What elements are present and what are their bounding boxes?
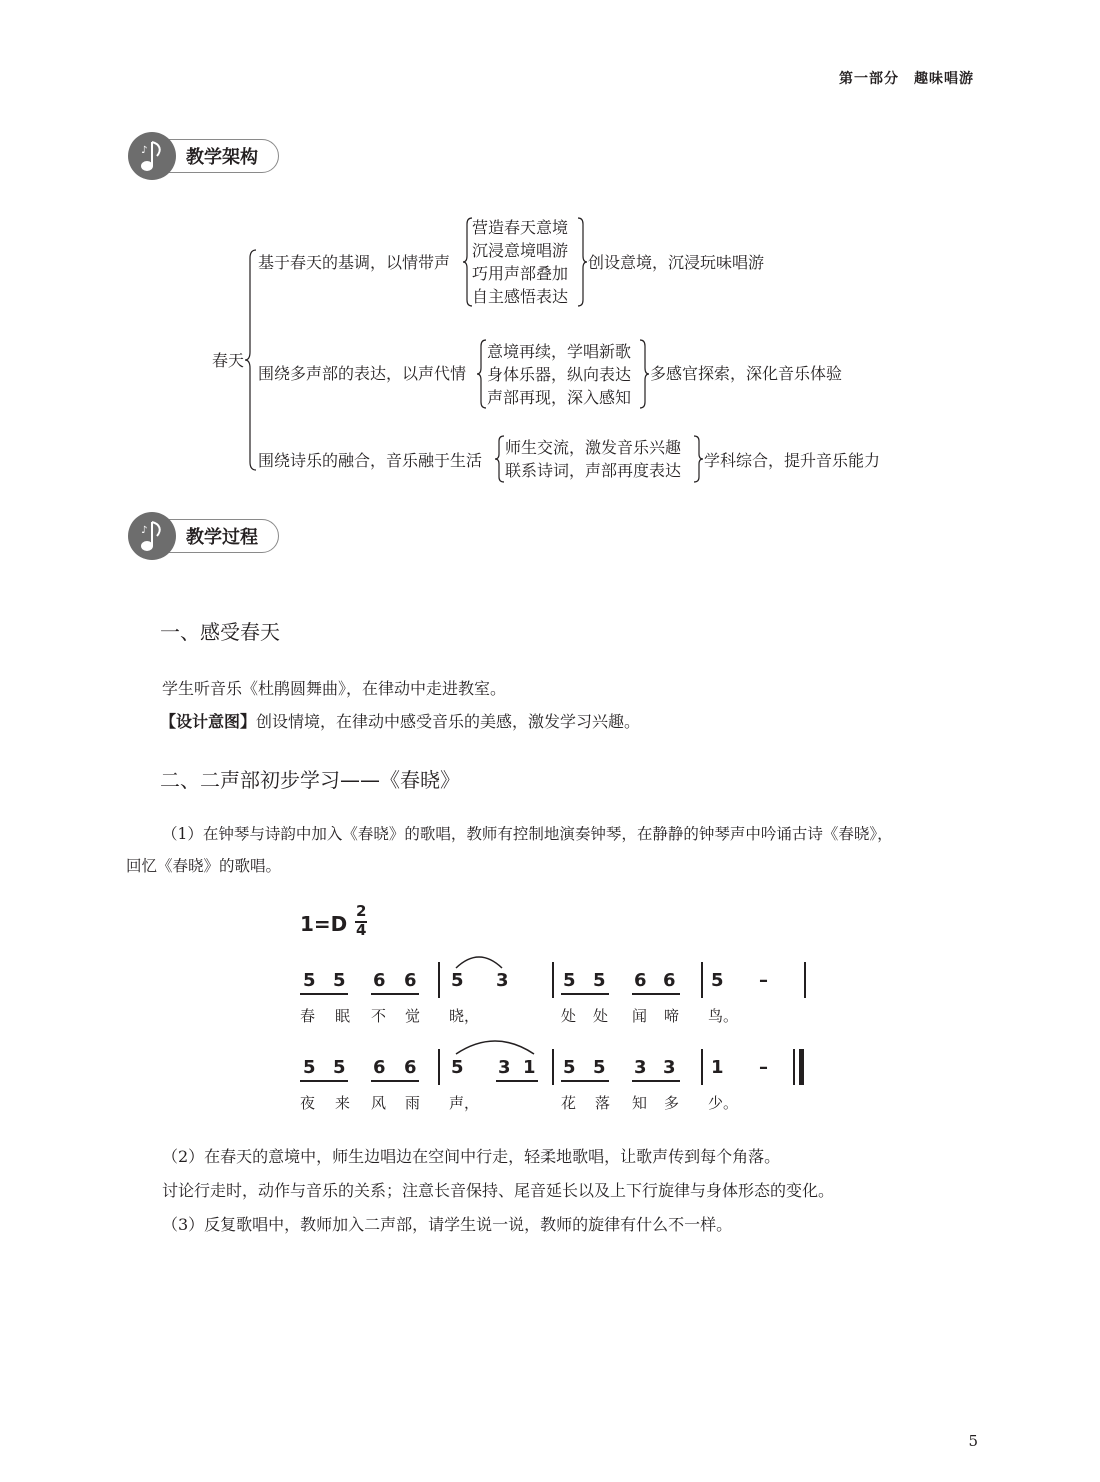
- branch-3-items: [505, 436, 681, 482]
- branch-1-label: 基于春天的基调，以情带声: [258, 253, 451, 272]
- note: 6: [373, 1057, 386, 1078]
- note: 5: [451, 1057, 464, 1078]
- bar-line: [438, 962, 440, 998]
- bar-line: [552, 962, 554, 998]
- lyric: 雨: [405, 1094, 421, 1112]
- section-badge-process: [128, 512, 280, 560]
- note: 6: [634, 970, 647, 991]
- svg-text:♪: ♪: [141, 145, 148, 156]
- list-item: 营造春天意境: [472, 218, 569, 237]
- note: 5: [451, 970, 464, 991]
- branch-2-result: 多感官探索，深化音乐体验: [650, 364, 843, 383]
- lyric: 落: [595, 1094, 611, 1112]
- running-header: 第一部分 趣味唱游: [839, 71, 974, 87]
- list-item: 沉浸意境唱游: [472, 241, 569, 260]
- branch-1-close-brace: [576, 216, 588, 308]
- branch-1-items: [472, 216, 568, 308]
- note: 3: [634, 1057, 647, 1078]
- framework-root: 春天: [212, 351, 245, 370]
- lyric: 风: [371, 1094, 387, 1112]
- lyric: 多: [664, 1094, 680, 1112]
- bar-line: [701, 962, 703, 998]
- lyric: 来: [335, 1094, 351, 1112]
- note-dash: –: [759, 970, 768, 991]
- lyric: 少。: [708, 1094, 739, 1112]
- note: 3: [663, 1057, 676, 1078]
- step-1-line-1: （1）在钟琴与诗韵中加入《春晓》的歌唱，教师有控制地演奏钟琴，在静静的钟琴声中吟诵古诗《春晓》，: [162, 825, 893, 843]
- underline: [561, 1080, 609, 1082]
- bar-line: [438, 1049, 440, 1085]
- note: 5: [563, 1057, 576, 1078]
- lyric: 花: [561, 1094, 577, 1112]
- slur: [454, 1034, 536, 1056]
- underline: [632, 993, 680, 995]
- branch-2-label: 围绕多声部的表达，以声代情: [258, 364, 467, 383]
- step-2-note: 讨论行走时，动作与音乐的关系；注意长音保持、尾音延长以及上下行旋律与身体形态的变化。: [162, 1181, 835, 1200]
- heading-part-1: 一、感受春天: [160, 620, 280, 644]
- note: 6: [663, 970, 676, 991]
- branch-3-result: 学科综合，提升音乐能力: [704, 451, 881, 470]
- note: 5: [593, 1057, 606, 1078]
- lyric: 知: [632, 1094, 648, 1112]
- note: 5: [333, 970, 346, 991]
- note-dash: –: [759, 1057, 768, 1078]
- branch-1-result: 创设意境，沉浸玩味唱游: [588, 253, 765, 272]
- note: 3: [496, 970, 509, 991]
- note: 5: [563, 970, 576, 991]
- note: 1: [523, 1057, 536, 1078]
- note: 5: [593, 970, 606, 991]
- list-item: 联系诗词，声部再度表达: [505, 461, 682, 480]
- root-brace: [244, 248, 258, 473]
- branch-2-close-brace: [638, 338, 650, 410]
- bar-line: [804, 962, 806, 998]
- music-note-icon: [128, 132, 176, 180]
- step-3: （3）反复歌唱中，教师加入二声部，请学生说一说，教师的旋律有什么不一样。: [162, 1215, 733, 1234]
- svg-text:♪: ♪: [141, 525, 148, 536]
- list-item: 声部再现，深入感知: [487, 388, 632, 407]
- bar-line: [701, 1049, 703, 1085]
- lyric: 觉: [405, 1007, 421, 1025]
- lyric: 声，: [449, 1094, 480, 1112]
- lyric: 啼: [664, 1007, 680, 1025]
- branch-3-close-brace: [692, 434, 704, 484]
- note: 6: [404, 970, 417, 991]
- final-bar-line-thin: [793, 1049, 795, 1085]
- section-badge-framework: [128, 132, 280, 180]
- heading-part-2: 二、二声部初步学习——《春晓》: [160, 768, 460, 792]
- list-item: 意境再续，学唱新歌: [487, 342, 632, 361]
- underline: [632, 1080, 680, 1082]
- note: 6: [404, 1057, 417, 1078]
- underline: [561, 993, 609, 995]
- page-number: 5: [968, 1432, 978, 1450]
- lyric: 夜: [300, 1094, 316, 1112]
- badge-label: 教学过程: [186, 527, 258, 548]
- slur: [454, 950, 504, 970]
- lyric: 处: [561, 1007, 577, 1025]
- branch-2-items: [487, 340, 631, 409]
- lyric: 晓，: [449, 1007, 480, 1025]
- lyric: 不: [371, 1007, 387, 1025]
- note: 5: [333, 1057, 346, 1078]
- key-signature: 1=D: [300, 912, 348, 936]
- list-item: 师生交流，激发音乐兴趣: [505, 438, 682, 457]
- underline: [371, 1080, 419, 1082]
- list-item: 巧用声部叠加: [472, 264, 569, 283]
- part-1-text: 学生听音乐《杜鹃圆舞曲》，在律动中走进教室。: [162, 679, 507, 698]
- time-signature-bottom: 4: [356, 921, 367, 939]
- list-item: 自主感悟表达: [472, 287, 569, 306]
- lyric: 眠: [335, 1007, 351, 1025]
- design-intent-text: 创设情境，在律动中感受音乐的美感，激发学习兴趣。: [256, 712, 641, 731]
- bar-line: [552, 1049, 554, 1085]
- note: 1: [711, 1057, 724, 1078]
- lyric: 春: [300, 1007, 316, 1025]
- note: 5: [303, 1057, 316, 1078]
- design-intent: [160, 709, 640, 732]
- note: 3: [498, 1057, 511, 1078]
- list-item: 身体乐器，纵向表达: [487, 365, 632, 384]
- step-2: （2）在春天的意境中，师生边唱边在空间中行走，轻柔地歌唱，让歌声传到每个角落。: [162, 1147, 781, 1166]
- final-bar-line-thick: [799, 1049, 804, 1085]
- note: 5: [303, 970, 316, 991]
- branch-3-label: 围绕诗乐的融合，音乐融于生活: [258, 451, 483, 470]
- underline: [371, 993, 419, 995]
- underline: [300, 993, 348, 995]
- time-signature-top: 2: [356, 902, 367, 920]
- design-intent-tag: 【设计意图】: [160, 712, 257, 731]
- underline: [496, 1080, 538, 1082]
- lyric: 处: [593, 1007, 609, 1025]
- lyric: 鸟。: [708, 1007, 739, 1025]
- note: 5: [711, 970, 724, 991]
- underline: [300, 1080, 348, 1082]
- lyric: 闻: [632, 1007, 648, 1025]
- note: 6: [373, 970, 386, 991]
- badge-label: 教学架构: [186, 147, 258, 168]
- step-1-line-2: 回忆《春晓》的歌唱。: [126, 857, 282, 875]
- music-note-icon: [128, 512, 176, 560]
